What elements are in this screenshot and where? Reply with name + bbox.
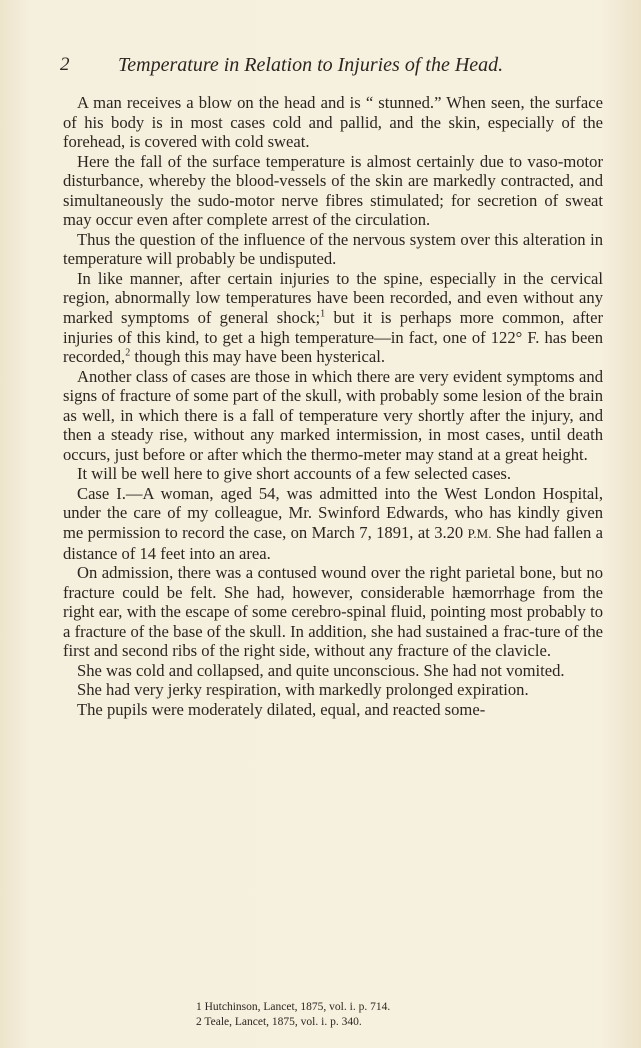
running-title: Temperature in Relation to Injuries of the Head. bbox=[118, 54, 504, 76]
paragraph: She had very jerky respiration, with markedly prolonged expiration. bbox=[77, 680, 529, 700]
paragraph: It will be well here to give short accounts of a few selected cases. bbox=[77, 464, 512, 484]
paragraph: A man receives a blow on the head and is “ stunned.” When seen, the surface of his body is in most cases cold and pallid, and the skin, especially of the forehead, is covered with cold sweat. bbox=[63, 93, 603, 152]
footnote: 2 Teale, Lancet, 1875, vol. i. p. 340. bbox=[196, 1016, 362, 1028]
body-text bbox=[63, 93, 603, 720]
paragraph-with-footnotes bbox=[63, 269, 603, 367]
text-run: Case I.—A woman, aged 54, was admitted into the West London Hospital, under the care of my colleague, Mr. Swinford Edwards, who has kindly given me permission to record the case, on March 7, 1891, at 3.20 bbox=[63, 483, 603, 543]
paragraph: On admission, there was a contused wound over the right parietal bone, but no fracture could be felt. She had, however, considerable hæmorrhage from the right ear, with the escape of some cerebro-spinal fluid, pointing most probably to a fracture of the base of the skull. In addition, she had sustained a frac-ture of the first and second ribs of the right side, without any fracture of the clavicle. bbox=[63, 563, 603, 661]
text-run: She had fallen a distance of 14 feet into an area. bbox=[63, 523, 604, 563]
footnote-ref: 1 bbox=[320, 308, 326, 320]
paragraph: Another class of cases are those in which there are very evident symptoms and signs of fracture of some part of the skull, with probably some lesion of the brain as well, in which there is a fall of temperature very shortly after the injury, and then a steady rise, without any marked intermission, in most cases, until death occurs, just before or after which the thermo-meter may stand at a great height. bbox=[63, 366, 603, 464]
paragraph: The pupils were moderately dilated, equal, and reacted some- bbox=[77, 699, 486, 719]
paragraph: Here the fall of the surface temperature is almost certainly due to vaso-motor disturbance, whereby the blood-vessels of the skin are markedly contracted, and simultaneously the sudo-motor nerve fibres stimulated; for secretion of sweat may occur even after complete arrest of the circulation. bbox=[63, 151, 603, 230]
footnote-ref: 2 bbox=[125, 347, 131, 359]
page-number: 2 bbox=[60, 54, 70, 75]
paragraph: Thus the question of the influence of the nervous system over this alteration in temperature will probably be undisputed. bbox=[63, 229, 603, 269]
footnotes bbox=[196, 1000, 616, 1030]
running-head bbox=[60, 52, 620, 78]
footnote: 1 Hutchinson, Lancet, 1875, vol. i. p. 714. bbox=[196, 1001, 391, 1013]
text-run: but it is perhaps more common, after injuries of this kind, to get a high temperature—in fact, one of 122° F. has been recorded, bbox=[63, 308, 603, 367]
text-run: In like manner, after certain injuries to the spine, especially in the cervical region, abnormally low temperatures have been recorded, and even without any marked symptoms of general shock; bbox=[63, 268, 603, 328]
time-suffix: P.M. bbox=[467, 526, 492, 542]
paragraph bbox=[63, 484, 603, 563]
paragraph: She was cold and collapsed, and quite unconscious. She had not vomited. bbox=[77, 660, 565, 680]
text-run: though this may have been hysterical. bbox=[134, 347, 386, 367]
